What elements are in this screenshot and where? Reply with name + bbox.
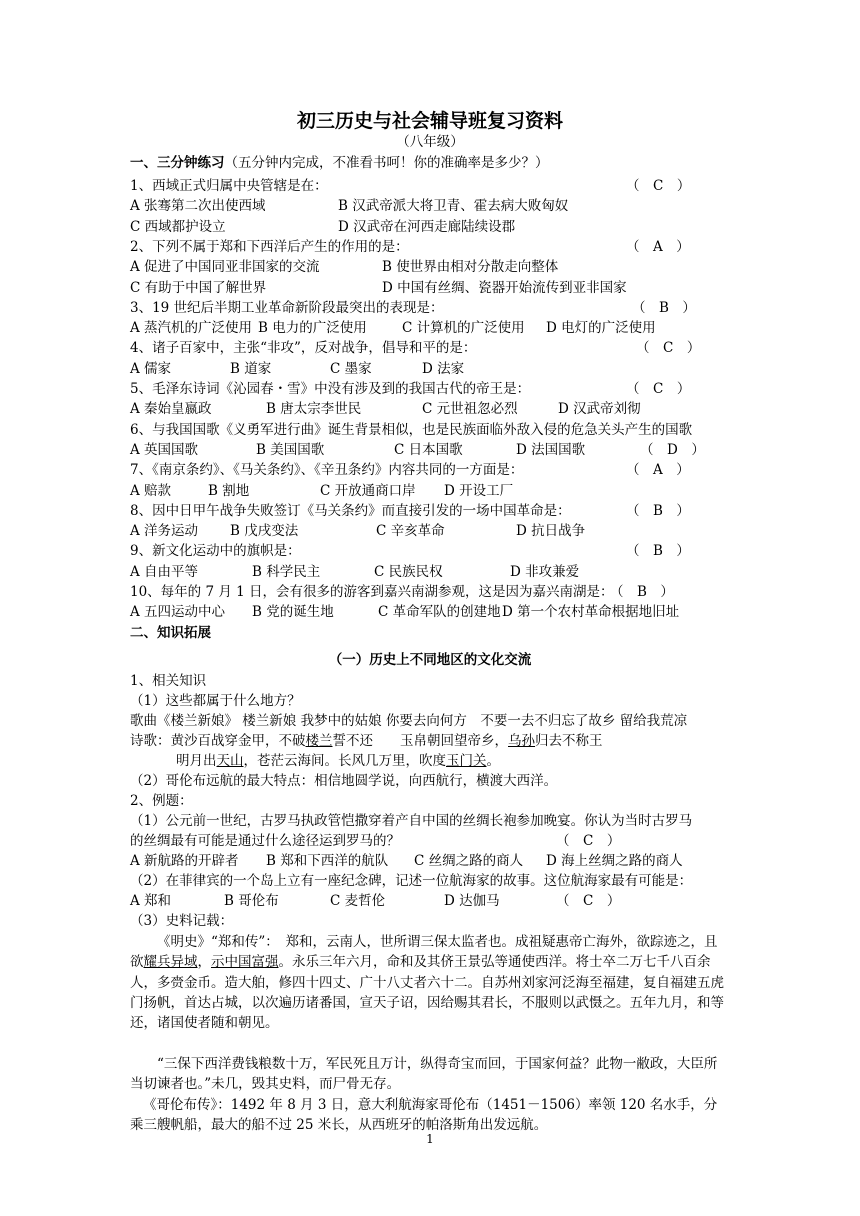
options-row bbox=[130, 278, 730, 298]
poem-text: 。 bbox=[486, 753, 500, 769]
option: D 电灯的广泛使用 bbox=[546, 320, 656, 337]
subsection-heading: （一）历史上不同地区的文化交流 bbox=[328, 652, 532, 668]
option: B 唐太宗李世民 bbox=[266, 401, 362, 418]
section1-note: （五分钟内完成，不准看书呵！你的准确率是多少？） bbox=[224, 155, 549, 171]
options-row bbox=[130, 359, 730, 379]
question-stem: 6、与我国国歌《义勇军进行曲》诞生背景相似，也是民族面临外敌入侵的危急关头产生的国歌 bbox=[130, 421, 693, 438]
question-stem: 3、19 世纪后半期工业革命新阶段最突出的表现是： bbox=[130, 299, 444, 316]
section1-heading-line bbox=[130, 153, 549, 173]
paragraph-text: 。永乐三年六月，命和及其侪王景弘等通使西洋。将士卒二万七千八百余人，多赍金币。造大舶，修四十四丈、广十八丈者六十二。自苏州刘家河泛海至福建，复自福建五虎门扬帆，首达占城，以次遍历诸番国，宣天子诏，因给赐其君长，不服则以武慑之。五年九月，和等还，诸国使者随和朝见。 bbox=[130, 954, 724, 1032]
answer-bracket: （ B ） bbox=[632, 299, 696, 316]
columbus-paragraph: 《哥伦布传》：1492 年 8 月 3 日，意大利航海家哥伦布（1451－1506）率领 120 名水手，分乘三艘帆船，最大的船不过 25 米长，从西班牙的帕洛斯角出发远航。 bbox=[130, 1097, 718, 1134]
ming-history-paragraph bbox=[130, 932, 730, 1033]
option: C 辛亥革命 bbox=[376, 523, 445, 540]
question-stem: 9、新文化运动中的旗帜是： bbox=[130, 543, 301, 560]
option: D 汉武帝在河西走廊陆续设郡 bbox=[338, 218, 516, 235]
option: C 日本国歌 bbox=[394, 441, 463, 458]
options-row bbox=[130, 318, 730, 338]
answer-bracket: （ D ） bbox=[640, 441, 705, 458]
option: A 秦始皇嬴政 bbox=[130, 401, 212, 418]
knowledge-question-2: （2）哥伦布远航的最大特点：相信地圆学说，向西航行，横渡大西洋。 bbox=[130, 773, 558, 789]
question-stem: 4、诸子百家中，主张“非攻”，反对战争，倡导和平的是： bbox=[130, 340, 477, 357]
examples-label: 2、例题： bbox=[130, 793, 193, 809]
option: C 元世祖忽必烈 bbox=[422, 401, 518, 418]
example-1-options bbox=[130, 851, 730, 871]
option: D 开设工厂 bbox=[444, 482, 514, 499]
paragraph-text: 《明史》“郑和传”： 郑和，云南人，世所谓三保太监者也。成祖疑惠帝亡海外，欲踪迹之，且欲 bbox=[130, 934, 718, 971]
option: A 郑和 bbox=[130, 893, 172, 909]
option: B 汉武帝派大将卫青、霍去病大败匈奴 bbox=[338, 198, 569, 215]
answer-bracket: （ A ） bbox=[626, 238, 690, 255]
option: A 儒家 bbox=[130, 360, 172, 377]
poem-line-2 bbox=[176, 751, 500, 771]
option: D 汉武帝刘彻 bbox=[558, 401, 641, 418]
underlined-place: 玉门关 bbox=[446, 753, 487, 769]
options-row bbox=[130, 562, 730, 582]
question-stem: 7、《南京条约》、《马关条约》、《辛丑条约》内容共同的一方面是： bbox=[130, 462, 524, 479]
knowledge-question-1: （1）这些都属于什么地方？ bbox=[130, 693, 301, 709]
poem-text: ，苍茫云海间。长风几万里，吹度 bbox=[243, 753, 446, 769]
question-stem: 8、因中日甲午战争失败签订《马关条约》而直接引发的一场中国革命是： bbox=[130, 502, 571, 519]
answer-bracket: （ C ） bbox=[626, 381, 691, 397]
underlined-place: 天山 bbox=[216, 753, 244, 769]
options-row bbox=[130, 440, 730, 460]
option: D 第一个农村革命根据地旧址 bbox=[502, 604, 680, 621]
question-stem: 5、毛泽东诗词《沁园春・雪》中没有涉及到的我国古代的帝王是： bbox=[130, 381, 531, 397]
option: D 非攻兼爱 bbox=[510, 563, 580, 580]
option: A 英国国歌 bbox=[130, 441, 199, 458]
option: A 五四运动中心 bbox=[130, 604, 226, 621]
option: C 墨家 bbox=[330, 360, 372, 377]
option: D 达伽马 bbox=[444, 893, 500, 909]
options-row bbox=[130, 196, 730, 216]
options-row bbox=[130, 217, 730, 237]
poem-text: 诗歌：黄沙百战穿金甲，不破 bbox=[130, 733, 306, 749]
option: D 海上丝绸之路的商人 bbox=[546, 853, 683, 869]
option: C 西域都护设立 bbox=[130, 218, 226, 235]
options-row bbox=[130, 257, 730, 277]
example-1-line-2: 的丝绸最有可能是通过什么途径运到罗马的？ bbox=[130, 833, 400, 849]
option: A 赔款 bbox=[130, 482, 172, 499]
option: C 有助于中国了解世界 bbox=[130, 279, 267, 296]
poem-line-1 bbox=[130, 731, 603, 751]
example-3-label: （3）史料记载： bbox=[130, 913, 234, 929]
question-stem: 10、每年的 7 月 1 日，会有很多的游客到嘉兴南湖参观，这是因为嘉兴南湖是： bbox=[130, 584, 614, 600]
song-lyrics: 歌曲《楼兰新娘》 楼兰新娘 我梦中的姑娘 你要去向何方 不要一去不归忘了故乡 留给我荒凉 bbox=[130, 713, 688, 729]
option: B 哥伦布 bbox=[224, 893, 279, 909]
question-stem: 2、下列不属于郑和下西洋后产生的作用的是： bbox=[130, 238, 409, 255]
option: B 科学民主 bbox=[252, 563, 321, 580]
underlined-place: 楼兰 bbox=[305, 733, 333, 749]
options-row bbox=[130, 481, 730, 501]
option: C 麦哲伦 bbox=[330, 893, 386, 909]
option: A 自由平等 bbox=[130, 563, 199, 580]
page-number: 1 bbox=[426, 1132, 434, 1146]
page-title: 初三历史与社会辅导班复习资料 bbox=[296, 110, 563, 132]
underlined-place: 乌孙 bbox=[508, 733, 535, 749]
options-row bbox=[130, 399, 730, 419]
knowledge-label: 1、相关知识 bbox=[130, 673, 207, 689]
options-row bbox=[130, 602, 730, 622]
example-2-answer: （ C ） bbox=[556, 893, 621, 909]
poem-text: 归去不称王 bbox=[535, 733, 603, 749]
options-row bbox=[130, 521, 730, 541]
answer-bracket: （ C ） bbox=[626, 178, 691, 194]
example-1-line-1: （1）公元前一世纪，古罗马执政管恺撒穿着产自中国的丝绸长袍参加晚宴。你认为当时古罗马 bbox=[130, 813, 693, 829]
option: A 促进了中国同亚非国家的交流 bbox=[130, 259, 320, 276]
option: D 法家 bbox=[422, 360, 465, 377]
option: C 革命军队的创建地 bbox=[378, 604, 501, 621]
option: B 戊戌变法 bbox=[230, 523, 299, 540]
underlined-phrase: 耀兵异域 bbox=[143, 954, 198, 971]
answer-bracket: （ B ） bbox=[610, 584, 674, 600]
option: B 割地 bbox=[208, 482, 250, 499]
option: B 郑和下西洋的航队 bbox=[266, 853, 389, 869]
option: D 法国国歌 bbox=[516, 441, 586, 458]
option: A 蒸汽机的广泛使用 bbox=[130, 320, 253, 337]
answer-bracket: （ B ） bbox=[626, 502, 690, 519]
example-2-options bbox=[130, 891, 730, 911]
answer-bracket: （ C ） bbox=[636, 340, 701, 357]
section1-heading: 一、三分钟练习 bbox=[130, 155, 225, 171]
option: A 新航路的开辟者 bbox=[130, 853, 239, 869]
question-stem: 1、西域正式归属中央管辖是在： bbox=[130, 178, 328, 194]
option: C 计算机的广泛使用 bbox=[402, 320, 525, 337]
answer-bracket: （ B ） bbox=[626, 543, 690, 560]
option: B 党的诞生地 bbox=[252, 604, 334, 621]
option: B 使世界由相对分散走向整体 bbox=[382, 259, 559, 276]
example-1-answer: （ C ） bbox=[556, 833, 621, 849]
option: D 中国有丝绸、瓷器开始流传到亚非国家 bbox=[382, 279, 627, 296]
section2-heading: 二、知识拓展 bbox=[130, 625, 211, 641]
example-2-line-1: （2）在菲律宾的一个岛上立有一座纪念碑，记述一位航海家的故事。这位航海家最有可能是： bbox=[130, 873, 693, 889]
option: A 洋务运动 bbox=[130, 523, 199, 540]
paragraph-text: ， bbox=[197, 954, 211, 971]
poem-text: 明月出 bbox=[176, 753, 217, 769]
answer-bracket: （ A ） bbox=[626, 462, 690, 479]
option: B 电力的广泛使用 bbox=[258, 320, 367, 337]
option: B 道家 bbox=[230, 360, 272, 377]
underlined-phrase: 示中国富强 bbox=[211, 954, 279, 971]
grade-subtitle: （八年级） bbox=[396, 134, 464, 150]
poem-text: 誓不还 玉帛朝回望帝乡， bbox=[332, 733, 508, 749]
option: C 丝绸之路的商人 bbox=[414, 853, 524, 869]
option: D 抗日战争 bbox=[516, 523, 586, 540]
option: C 民族民权 bbox=[374, 563, 443, 580]
option: A 张骞第二次出使西域 bbox=[130, 198, 266, 215]
option: C 开放通商口岸 bbox=[320, 482, 416, 499]
ming-commentary-paragraph: “三保下西洋费钱粮数十万，军民死且万计，纵得奇宝而回，于国家何益？此物一敝政，大臣所当切谏者也。”未几，毁其史料，而尸骨无存。 bbox=[130, 1056, 718, 1093]
option: B 美国国歌 bbox=[256, 441, 325, 458]
